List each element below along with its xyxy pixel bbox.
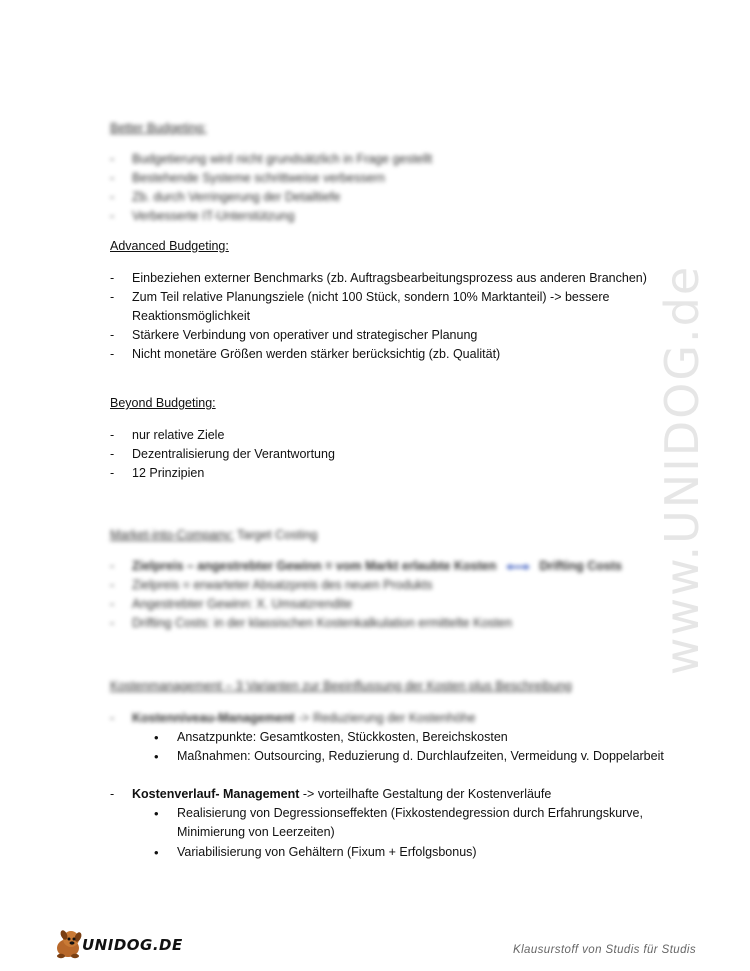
bullet-item: • Maßnahmen: Outsourcing, Reduzierung d. Durchlaufzeiten, Vermeidung v. Doppelarbeit: [154, 749, 664, 764]
dog-icon: [52, 928, 86, 960]
list-item: - Zb. durch Verringerung der Detailtiefe: [110, 190, 341, 204]
list-item: - Nicht monetäre Größen werden stärker berücksichtig (zb. Qualität): [110, 347, 501, 361]
watermark: www.UNIDOG.de: [655, 264, 709, 676]
list-item: - Zum Teil relative Planungsziele (nicht 100 Stück, sondern 10% Marktanteil) -> bessere Reaktionsmöglichkeit: [110, 290, 610, 323]
section-heading-management: Kostenmanagement – 3 Varianten zur Beeinflussung der Kosten plus Beschreibung: [110, 679, 572, 693]
list-item: - nur relative Ziele: [110, 428, 225, 442]
bullet-item: • Variabilisierung von Gehältern (Fixum + Erfolgsbonus): [154, 845, 477, 860]
section-heading-better: Better Budgeting:: [110, 121, 207, 135]
list-item: - Drifting Costs: in der klassischen Kostenkalkulation ermittelte Kosten: [110, 616, 513, 630]
footer-tagline: Klausurstoff von Studis für Studis: [513, 944, 696, 956]
section-heading-advanced: Advanced Budgeting:: [110, 239, 229, 253]
list-item: - Kostenniveau-Management -> Reduzierung der Kostenhöhe: [110, 711, 476, 725]
list-item: - Einbeziehen externer Benchmarks (zb. Auftragsbearbeitungsprozess aus anderen Branchen): [110, 271, 647, 285]
bullet-item: • Realisierung von Degressionseffekten (Fixkostendegression durch Erfahrungskurve, Minimierung von Leerzeiten): [154, 806, 643, 839]
bullet-item: • Ansatzpunkte: Gesamtkosten, Stückkosten, Bereichskosten: [154, 730, 508, 745]
list-item: - Angestrebter Gewinn: X. Umsatzrendite: [110, 597, 353, 611]
list-item: - Dezentralisierung der Verantwortung: [110, 447, 335, 461]
list-item: - Kostenverlauf- Management -> vorteilhafte Gestaltung der Kostenverläufe: [110, 787, 552, 801]
list-item: - Stärkere Verbindung von operativer und strategischer Planung: [110, 328, 478, 342]
list-item: - 12 Prinzipien: [110, 466, 205, 480]
list-item: - Zielpreis = erwarteter Absatzpreis des neuen Produkts: [110, 578, 433, 592]
list-item: - Bestehende Systeme schrittweise verbessern: [110, 171, 385, 185]
list-item: - Budgetierung wird nicht grundsätzlich in Frage gestellt: [110, 152, 433, 166]
section-heading-market: Market-into-Company: Target Costing: [110, 528, 318, 542]
double-arrow-icon: [505, 563, 531, 571]
unidog-logo: UNIDOG.DE: [52, 928, 172, 960]
list-item: - Verbesserte IT-Unterstützung: [110, 209, 295, 223]
list-item: - Zielpreis – angestrebter Gewinn = vom Markt erlaubte Kosten Drifting Costs: [110, 559, 622, 573]
section-heading-beyond: Beyond Budgeting:: [110, 396, 216, 410]
